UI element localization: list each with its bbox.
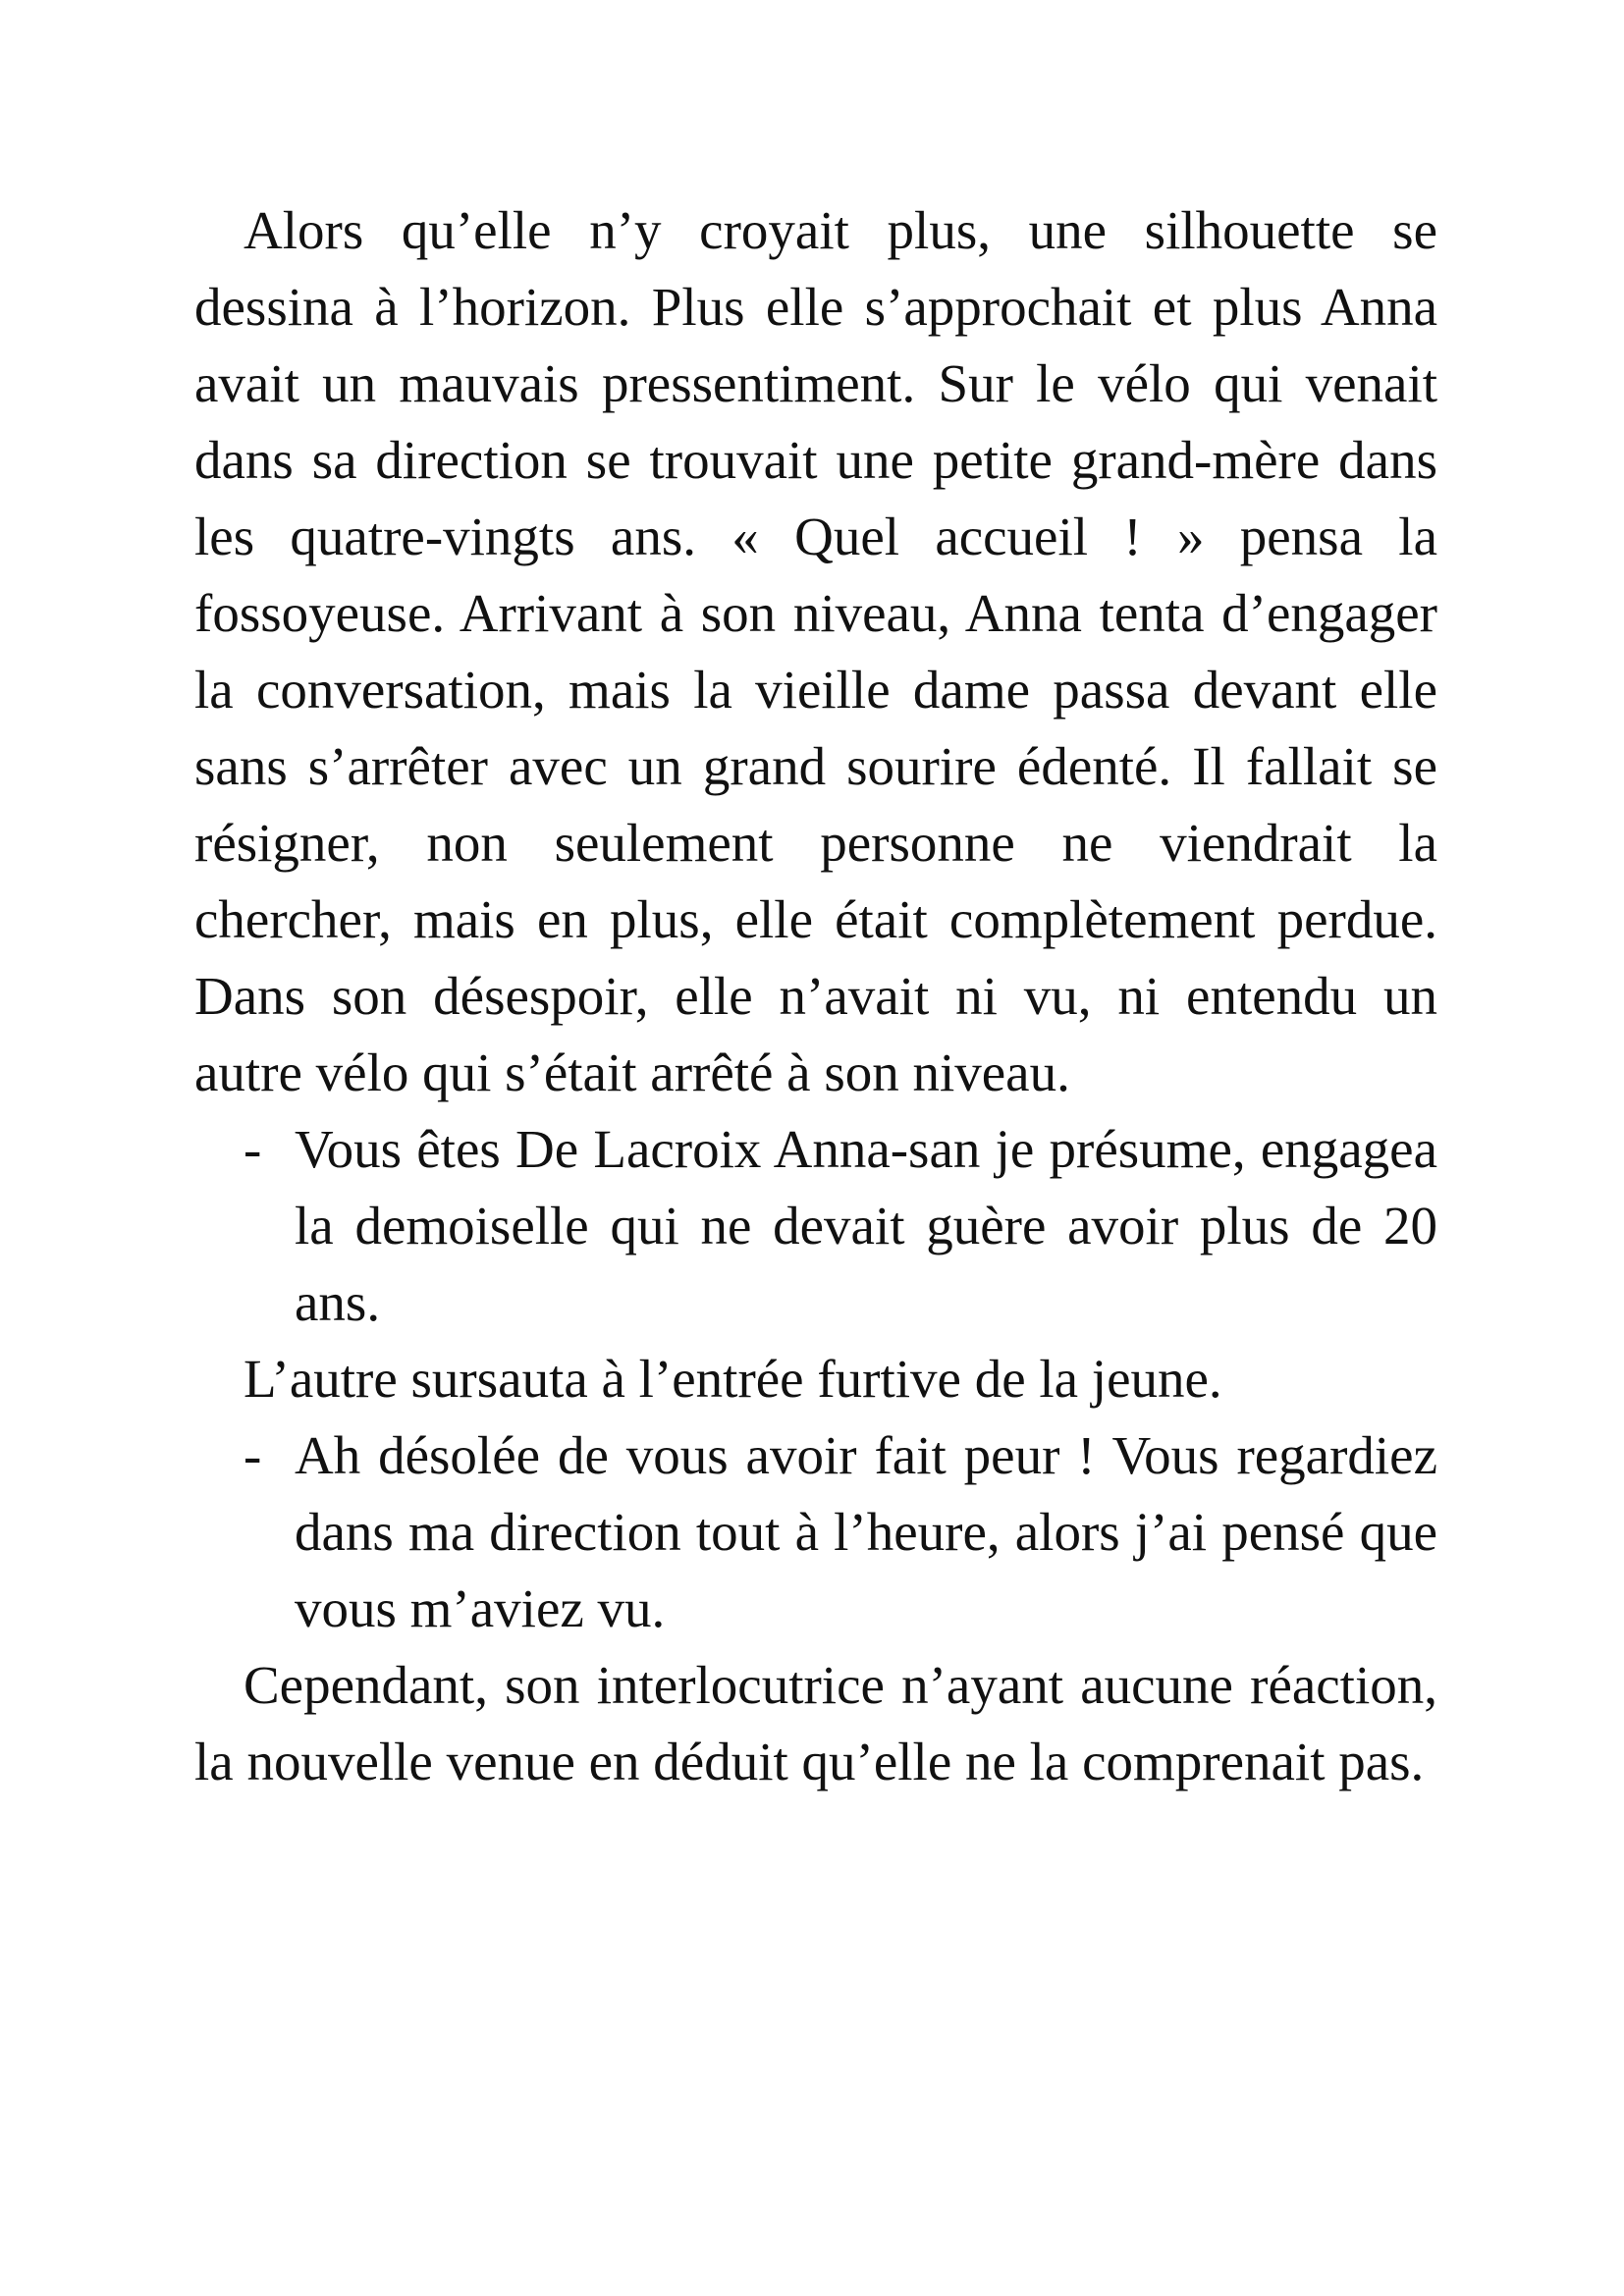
dialogue-text: Vous êtes De Lacroix Anna-san je présume, engagea la demoiselle qui ne devait guère avoir plus de 20 ans. [295,1119,1437,1332]
paragraph-narration-3: Cependant, son interlocutrice n’ayant aucune réaction, la nouvelle venue en déduit qu’elle ne la comprenait pas. [194,1655,1437,1791]
dialogue-dash: - [244,1119,262,1179]
paragraph-narration-2: L’autre sursauta à l’entrée furtive de la jeune. [244,1349,1222,1409]
body-text [194,192,1437,1800]
dialogue-text: Ah désolée de vous avoir fait peur ! Vous regardiez dans ma direction tout à l’heure, alors j’ai pensé que vous m’aviez vu. [295,1425,1437,1638]
dialogue-line-1 [194,1111,1437,1341]
paragraph-narration-1: Alors qu’elle n’y croyait plus, une silhouette se dessina à l’horizon. Plus elle s’approchait et plus Anna avait un mauvais pressentiment. Sur le vélo qui venait dans sa direction se trouvait une petite grand-mère dans les quatre-vingts ans. « Quel accueil ! » pensa la fossoyeuse. Arrivant à son niveau, Anna tenta d’engager la conversation, mais la vieille dame passa devant elle sans s’arrêter avec un grand sourire édenté. Il fallait se résigner, non seulement personne ne viendrait la chercher, mais en plus, elle était complètement perdue. Dans son désespoir, elle n’avait ni vu, ni entendu un autre vélo qui s’était arrêté à son niveau. [194,200,1437,1102]
dialogue-dash: - [244,1425,262,1485]
dialogue-line-2 [194,1417,1437,1647]
